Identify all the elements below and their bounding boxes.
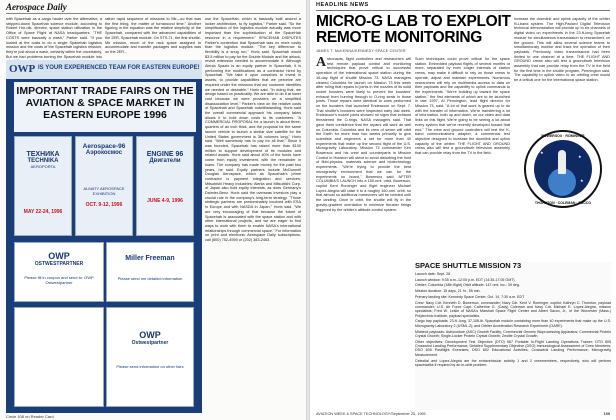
factbox-duration: Mission duration: 15 days, 21 hr., 55 min. bbox=[415, 289, 481, 294]
mission-factbox bbox=[415, 262, 611, 410]
factbox-eva: Celestial and Lopez-Alegria are the extravehicular activity 1 and 2 crewmembers, respectively, who will perform spacewalks if required by an in-orbit problem. bbox=[415, 358, 611, 367]
owp-advertisement bbox=[6, 60, 202, 413]
ad-tagline: IS YOUR EXPERIENCED TEAM FOR EASTERN EUROPE! bbox=[38, 65, 200, 71]
article-byline: JAMES T. McKENNA/KENNEDY SPACE CENTER bbox=[316, 49, 406, 53]
fair-technika bbox=[14, 136, 72, 236]
fair-engine-title: ENGINE 96 bbox=[146, 151, 184, 158]
fair-almaty-date: OCT. 9-12, 1996 bbox=[85, 202, 123, 208]
star-icon: ★ bbox=[580, 178, 584, 183]
fair-engine bbox=[136, 136, 194, 236]
article-column-2 bbox=[415, 57, 510, 257]
patch-emblem bbox=[534, 140, 592, 198]
factbox-middeck: Middeck payloads: Astroculture (ASC) Growth Facility; Commercial Generic Bioprocessing Apparatus; Commercial Protein Crystal Growth; Single-Locker Protein Crystal Growth; Zeolite Crystal Growth. bbox=[415, 329, 611, 338]
left-column-3 bbox=[205, 17, 301, 410]
coupon-owp-text: Please fill in coupon and send to: OWP Ostwestpartner bbox=[24, 275, 94, 285]
patch-bottom-text: THORNTON · COLEMAN · SACCO bbox=[534, 201, 592, 205]
coupon-owp2-text: Please send information on other fairs bbox=[116, 364, 184, 369]
fair-technika-subtitle: TECHNIKA bbox=[27, 158, 59, 164]
section-header: HEADLINE NEWS bbox=[316, 2, 369, 8]
section-rule bbox=[316, 10, 610, 11]
factbox-cargo: Cargo bay payloads: 23-ft.-long, 37,108-lb. Spacelab module containing more than 40 experiments that make up the U.S. Microgravity Laboratory 2 (USML-2); and Orbiter Acceleration Research Experiment (OARE). bbox=[415, 319, 611, 328]
factbox-body bbox=[415, 272, 611, 367]
coupon-miller[interactable] bbox=[106, 242, 194, 302]
patch-top-text: BOWERSOX · ROMINGER bbox=[541, 134, 585, 138]
article-col2-text: Such techniques could prove critical for the space station. Embedded payload flights of several months or more, separated by even longer intervals of station crews, may make it difficult to rely on those crews to operate, adjust and maintain experiments. Numerous researchers will rely on multimedia access to data on their payloads and the capability to uplink commands to the experiments. "We're building up toward the space station," the first elements of which are to be launched in late 1997, Al Pennington, lead flight director for Mission 73, said. "A lot of that work is geared up to do with the transfer of information. We're transferring a lot of information, both up and down, on our video and data links on this flight. We're going to be seeing a lot about every system that we've recently developed toward that end." The crew and ground controllers will test the K-band communications adapter, a commercial test objective designed to increase the downlink and uplink capacity of the orbiter. THE FLIGHT AND GROUND crews also will test a groundtruth television assembly that can provide relay from the TV in the field. bbox=[415, 57, 510, 156]
page-footer bbox=[316, 412, 610, 416]
ad-headline: IMPORTANT TRADE FAIRS ON THE AVIATION & SPACE MARKET IN EASTERN EUROPE 1996 bbox=[14, 82, 196, 132]
left-page bbox=[0, 0, 306, 420]
coupon-miller-logo: Miller Freeman bbox=[125, 255, 175, 262]
left-col3-text: use the SpaceHab, which is basically built around a locker architecture, to fly logistics," Parker said. "So the simplification of the logistics module actually was more important than the sophistication of the SpaceHab resource in a requirement." SPACEHAB DISPUTES Parker's contention that Spacehab was no more costly than the logistics module. "The key difference to flexibility is a snug run," Horix said. Spacehab would $3.5 million to pay for the Double Module and the airlock, revisit extension needed to accommodate it. Although Alenia Spazio is an equity partner in Spacehab, it is performing the modifications as a contractor hired by Spacehab. "We take it upon ourselves to invest in assets, to provide capabilities that we perceive are required under the missions that our customer identifies we needed or desirable," Horix said. "In doing that, we design based on practicality. We are able to do it at lower cost because we were providers on a simplified disassociation level." Parker's view on the relative costs of Spacehab and Spacehab notwithstanding, Horix said the overall commercial approach his company takes allows it to hold down costs to its customers. "A COMMERCIAL PROPOSAL for a launch is about three-quarters of an inch thick, and the proposal for the same launch vehicle to launch a similar size satellite for the United States government is 36 volumes long," Horix said. "Well somebody has to pay for all that." Since it was founded, Spacehab has raised more than $100 million to support development of its modules and related assets. Horix said about 40% of the funds have come from equity investment, with the remainder in loans. The company has made money for the past two years, he said. Equity partners include McDonnell Douglas Aerospace, which as Spacehab's prime contractor is payment integration and services; Mitsubishi Heavy Industries; Alenia and Mitsubishi Corp. of Japan also hold equity interests, as does Germany's Daimler-Benz. Horix said the overseas investors play a crucial role in the company's long-term strategy. "Those strategic partners are predominately involved with ESA in Europe and with NASDA in Japan," Horix said. "We are very encouraging of that because the future of Spacehab is associated with the space station and with other international projects, and we are eager to find ways to work with them to enable NASA's international relationships through commercial space." For information on print and electronic Aerospace Daily subscriptions, call (800) 752-4959 or (202) 383-2463. bbox=[205, 17, 301, 243]
fair-engine-subtitle: Двигатели bbox=[149, 158, 181, 164]
left-column-1 bbox=[6, 17, 102, 59]
coupon-form[interactable] bbox=[14, 307, 104, 407]
article-col1-text: stronauts, flight controllers and researchers will test remote payload control and monitoring techniques that prove critical to successful operation of the international space station during the 16-day flight of shuttle Mission 73. NASA managers cleared Columbia for launch on Mission 73 this week after ruling that repairs to joints in the nozzles of its solid rocket boosters were likely to prevent the boosters' exhaust from burning through to O-ring seals in those joints. Those repairs were identical to ones performed on the boosters that launched Endeavour on Sept. 7. That shuttle's boosters were inspected early last week. Endeavour's nozzle joints showed no signs that exhaust threatened the O-rings, NASA managers said. That gave them confidence that the repairs will work as well on Columbia. Columbia and its crew of seven will orbit the Earth for more than two weeks primarily to give scientists and engineers a set for more than 40 experiments that make up the second flight of the U.S. Microgravity Laboratory. Mission 73 commander Ken Bowersox and his crew and counterparts in Mission Control in Houston will strive to avoid disturbing the host of fluid-physics, materials science and biotechnology experiments. "We're trying to provide the best microgravity environment that we can for the experiments on board," Bowersox said. AFTER COLUMBIA'S LAUNCH into a 150-nmi. orbit, Bowersox, copilot Kent Rominger and flight engineer Michael Lopez-Alegria will raise it to a roughly 160-nmi. orbit, so that almost no additional maneuvers will be needed until the landing. Once in orbit, the shuttle will fly in the gravity-gradient orientation to minimize thruster firings triggered by the orbiter's attitude-control system. bbox=[316, 57, 411, 212]
publication-brand: Aerospace Daily bbox=[6, 2, 67, 12]
fair-almaty-subtitle: Аэрокосмос bbox=[85, 150, 123, 156]
shuttle-icon bbox=[558, 150, 566, 174]
factbox-launch-date: Launch date: Sept. 28 bbox=[415, 272, 451, 276]
factbox-landing: Primary landing site: Kennedy Space Center, Oct. 14, 7:30 a.m. EDT bbox=[415, 294, 525, 299]
coupon-owp[interactable] bbox=[14, 242, 104, 302]
fair-almaty-title: Aerospace-96 bbox=[82, 143, 126, 150]
page-number: 109 bbox=[603, 412, 610, 416]
ad-top-banner bbox=[6, 60, 202, 80]
right-page bbox=[310, 0, 616, 420]
coupon-owp2-name: Ostwestpartner bbox=[131, 340, 169, 346]
header-rule bbox=[6, 13, 300, 14]
star-icon: ★ bbox=[540, 150, 544, 155]
factbox-orbiter: Orbiter: Columbia (18th flight) Orbit altitude: 147 nmi. inc.: 39 deg. bbox=[415, 283, 520, 288]
fair-technika-date: MAY 22-24, 1996 bbox=[23, 209, 63, 215]
fair-almaty-sub2: ALMATY AEROSPACE EXHIBITION bbox=[83, 186, 125, 196]
coupon-owp-name: OSTWESTPARTNER bbox=[34, 261, 84, 267]
fair-engine-date: JUNE 4-9, 1996 bbox=[147, 198, 183, 204]
article-headline: MICRO-G LAB TO EXPLOIT REMOTE MONITORING bbox=[316, 13, 511, 46]
fair-almaty bbox=[75, 136, 133, 236]
left-col2-text: rather rapid sequence of missions to Mir—so that was the first thing, the matter of turnaround time." Another figuring in the equation was the relative simplicity of the Spacehab, compared with the advanced capabilities of the 2ER, Spacehab module. On STS-71, the first shuttle-Mir mission, much of the rack space assigned to accommodate and transfer packages and supplies was on the 2ER... bbox=[105, 17, 201, 54]
owp-logo: OWP bbox=[9, 63, 36, 75]
footer-publication: AVIATION WEEK & SPACE TECHNOLOGY/September 25, 1995 bbox=[316, 412, 426, 416]
fair-technika-sub2: AEROPORTA bbox=[30, 164, 56, 169]
left-column-2 bbox=[105, 17, 201, 55]
mission-patch bbox=[524, 130, 602, 208]
coupon-owp2-logo: OWP bbox=[139, 330, 161, 340]
factbox-crew: Crew: Navy Cdr. Kenneth D. Bowersox, commander; Navy Cdr. Kent V. Rominger, copilot; Kathryn C. Thornton, payload commander; U.S. Air Force Capt. Catherine G. (Cady) Coleman and Navy Cdr. Michael E. Lopez-Alegria, mission specialists; Fred W. Leslie of NASA's Marshall Space Flight Center and Albert Sacco, Jr., of the Worcester (Mass.) Polytechnic Institute, payload specialists. bbox=[415, 300, 611, 318]
article-column-3 bbox=[514, 17, 610, 127]
reader-card-note: Circle 108 on Reader Card bbox=[6, 414, 54, 419]
factbox-launch-window: Launch window: 9:35 a.m.-12:05 p.m. EDT (14:35-17:05 GMT) bbox=[415, 277, 515, 282]
coupon-owp-2[interactable] bbox=[106, 307, 194, 407]
drop-cap: A bbox=[316, 55, 327, 70]
fair-technika-title: ТЕХНИКА bbox=[26, 151, 60, 158]
factbox-other: Other objectives: Development Test Objective (DTO) 667 Portable In-Flight Landing Operations Trainer; DTO 805 Crosswind Landing Performance; Detailed Supplementary Objective (DSO) Immunological Assessment of Crew Members; DSO 605 Postflight Exercises; DSO 802 Educational Activities; Crosswind Landing Performance; Microgravity Measurement. bbox=[415, 339, 611, 357]
left-col1-text: with Spacehab as a cargo hauler over the alternative, a stripped-down Spacehab science module, according to Robert Hor-nik, director, space station utilization in the Office of Space Flight at NASA headquarters. "THE COSTS were basically a wash," Parker said. "If you looked at the costs to do a single Spacehab logistics mission and the costs of the Spacehab logistics mission, they're just about a wash, certainly within the uncertainty. But we had problems turning the Spacehab module into bbox=[6, 17, 102, 59]
star-icon: ★ bbox=[578, 154, 582, 159]
coupon-owp-logo: OWP bbox=[48, 251, 70, 261]
article-col3-text: increase the downlink and uplink capacity of the orbiter Ku-band system. The High-Packed Digital Television technical demonstration will provide up to six channels of digital video on experiments in the 23-ft-long Spacelab module for simultaneous transmission to researchers on the ground. This will allow several science teams to simultaneously monitor and track the operation of their payloads. Previously, video transmissions had been limited to one channel at a time. THE FLIGHT AND GROUND crews also will test a groundtruth television assembly that can provide relay from the TV in the field for the first time in the shuttle program, Pennington said. The capability to uplink video to an orbiting crew would be a critical one for the international space station. bbox=[514, 17, 610, 83]
factbox-title: SPACE SHUTTLE MISSION 73 bbox=[415, 261, 522, 270]
coupon-miller-text: Please send me detailed information bbox=[117, 276, 183, 281]
article-column-1 bbox=[316, 57, 411, 409]
